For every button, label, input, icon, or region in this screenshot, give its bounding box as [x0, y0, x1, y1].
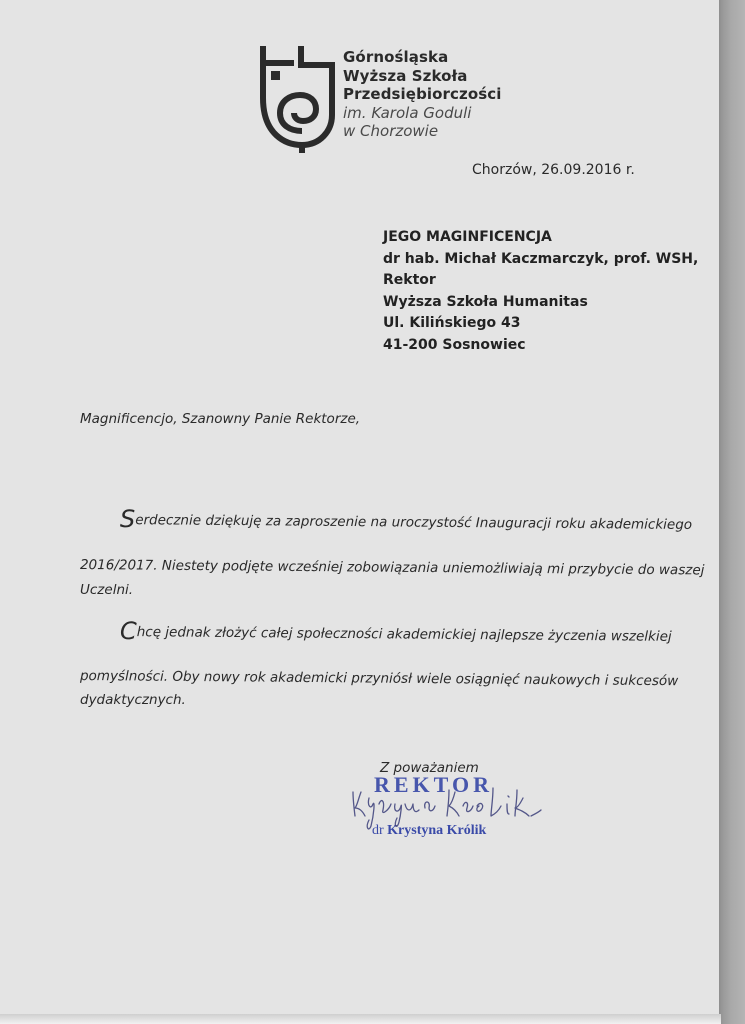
- letterhead-line-3: Przedsiębiorczości: [343, 85, 502, 103]
- scan-bottom-edge: [0, 1014, 721, 1024]
- closing-phrase: Z poważaniem: [380, 760, 479, 776]
- paragraph-2-line-3: dydaktycznych.: [80, 692, 186, 708]
- recipient-line-3: Rektor: [383, 272, 436, 288]
- letterhead-line-2: Wyższa Szkoła: [343, 66, 468, 85]
- paragraph-2-line-2: pomyślności. Oby nowy rok akademicki przyniósł wiele osiągnięć naukowych i sukcesów: [79, 668, 679, 690]
- recipient-line-2: dr hab. Michał Kaczmarczyk, prof. WSH,: [383, 250, 699, 267]
- stamp-signatory: [372, 823, 486, 839]
- scan-edge-shadow: [719, 0, 745, 1024]
- letter-date: Chorzów, 26.09.2016 r.: [472, 162, 635, 178]
- letterhead: [343, 48, 502, 141]
- paragraph-1-line-3: Uczelni.: [80, 582, 134, 598]
- paragraph-2-text-1: hcę jednak złożyć całej społeczności akademickiej najlepsze życzenia wszelkiej: [136, 624, 672, 645]
- paragraph-2-dropcap: C: [119, 617, 137, 646]
- recipient-line-1: JEGO MAGINFICENCJA: [383, 229, 552, 245]
- stamp-prefix: dr: [372, 823, 388, 838]
- school-logo-icon: [260, 43, 336, 155]
- recipient-line-6: 41-200 Sosnowiec: [383, 336, 526, 353]
- recipient-line-5: Ul. Kilińskiego 43: [383, 315, 521, 331]
- paragraph-1-dropcap: S: [119, 505, 136, 534]
- stamp-title: REKTOR: [374, 772, 493, 797]
- letterhead-line-5: w Chorzowie: [343, 122, 439, 140]
- paragraph-2-line-1: [120, 617, 672, 650]
- recipient-address: [383, 227, 698, 356]
- letterhead-line-1: Górnośląska: [343, 48, 449, 66]
- paragraph-1-line-2: 2016/2017. Niestety podjęte wcześniej zobowiązania uniemożliwiają mi przybycie do waszej: [79, 557, 705, 579]
- recipient-line-4: Wyższa Szkoła Humanitas: [383, 293, 588, 310]
- stamp-name: Krystyna Królik: [387, 823, 487, 838]
- salutation: Magnificencjo, Szanowny Panie Rektorze,: [80, 411, 361, 427]
- paragraph-1-text-1: erdecznie dziękuję za zaproszenie na uroczystość Inauguracji roku akademickiego: [135, 512, 693, 533]
- letterhead-line-4: im. Karola Goduli: [343, 103, 472, 122]
- paragraph-1-line-1: [120, 505, 692, 538]
